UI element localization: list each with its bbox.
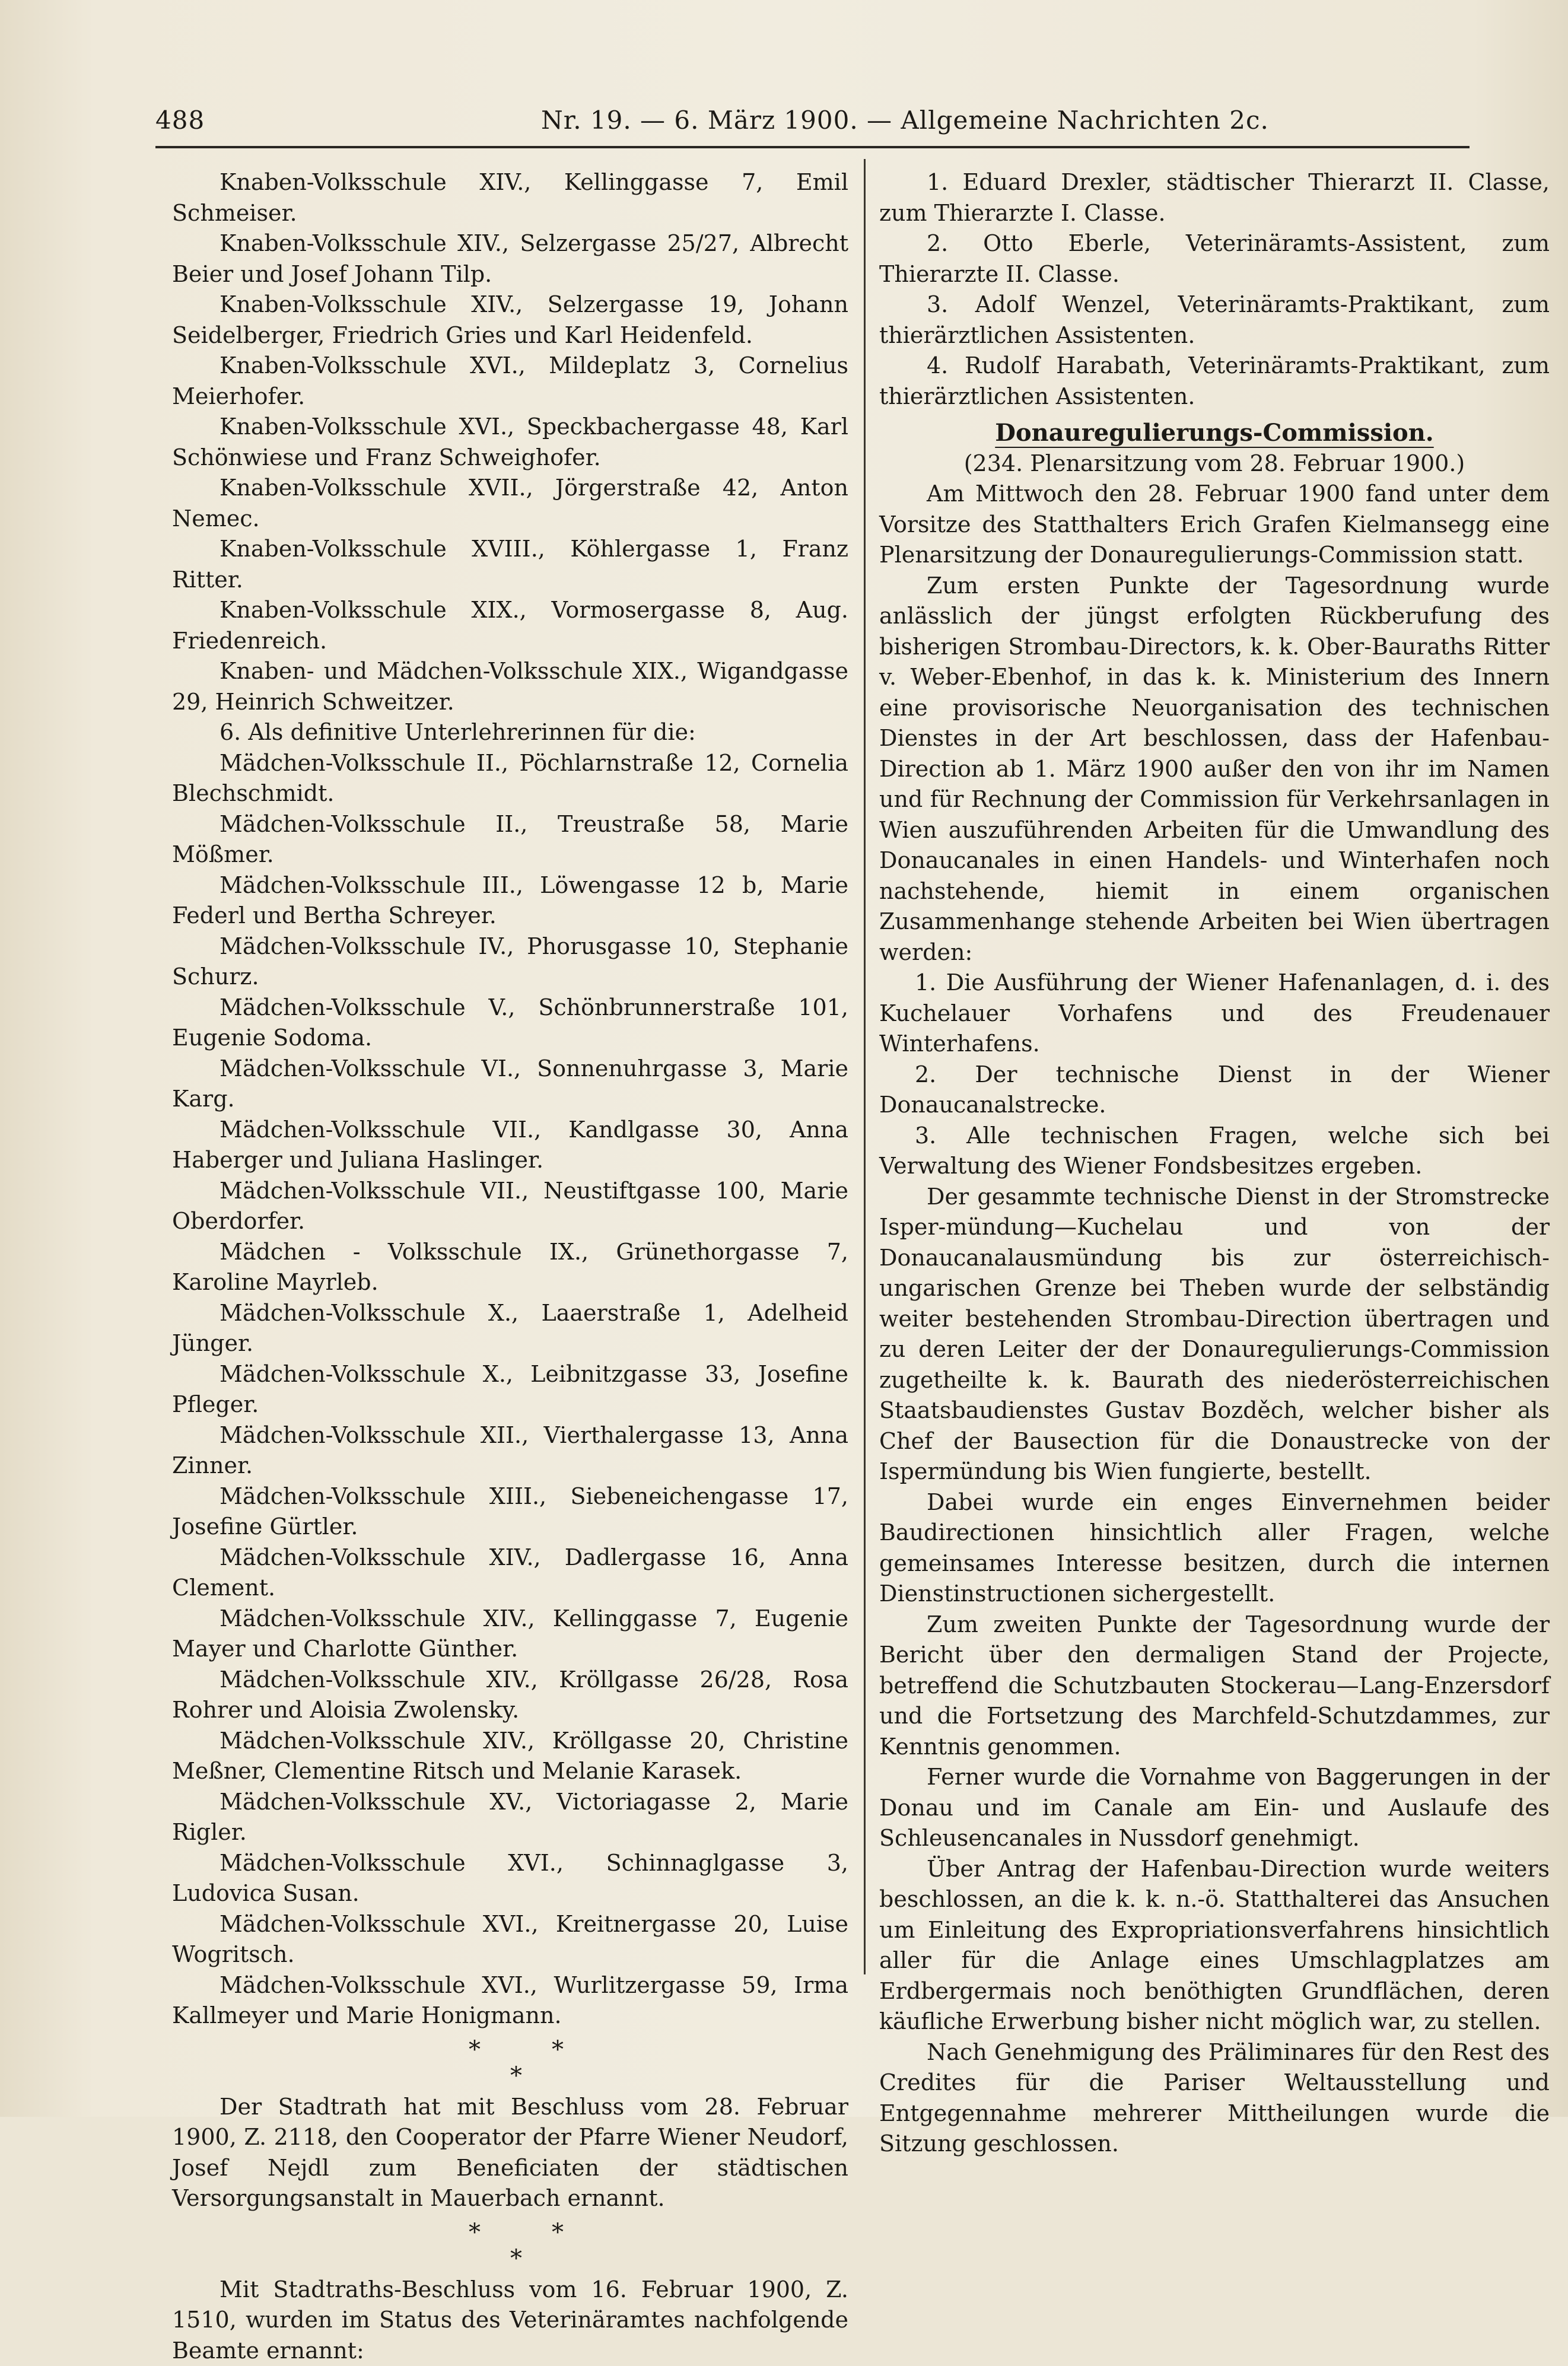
- page-number: 488: [155, 100, 205, 141]
- appointment-item: 2. Otto Eberle, Veterinäramts-Assistent, zum Thierarzte II. Classe.: [879, 228, 1550, 290]
- school-entry: Knaben-Volksschule XVI., Speckbachergasse 48, Karl Schönwiese und Franz Schweighofer.: [172, 412, 848, 473]
- star: *: [552, 2035, 564, 2066]
- body-paragraph: Der gesammte technische Dienst in der Stromstrecke Isper-mündung—Kuchelau und von der Donaucanalausmündung bis zur österreichisch-ungarischen Grenze bei Theben wurde der selbständig weiter bestehenden Strombau-Direction übertragen und zu deren Leiter der der Donauregulierungs-Commission zugetheilte k. k. Baurath des niederösterreichischen Staatsbaudienstes Gustav Bozděch, welcher bisher als Chef der Bausection für die Donaustrecke von der Ispermündung bis Wien fungierte, bestellt.: [879, 1182, 1550, 1487]
- section-heading-unterlehrerinnen: 6. Als definitive Unterlehrerinnen für die:: [172, 717, 848, 748]
- school-entry: Mädchen-Volksschule XIV., Dadlergasse 16, Anna Clement.: [172, 1543, 848, 1604]
- school-entry: Mädchen-Volksschule VII., Neustiftgasse 100, Marie Oberdorfer.: [172, 1176, 848, 1237]
- body-paragraph: Ferner wurde die Vornahme von Baggerungen in der Donau und im Canale am Ein- und Auslaufe des Schleusencanales in Nussdorf genehmigt.: [879, 1762, 1550, 1854]
- school-entry: Mädchen-Volksschule XIV., Kröllgasse 26/28, Rosa Rohrer und Aloisia Zwolensky.: [172, 1665, 848, 1726]
- school-entry: Knaben- und Mädchen-Volksschule XIX., Wigandgasse 29, Heinrich Schweitzer.: [172, 656, 848, 717]
- appointment-item: 1. Eduard Drexler, städtischer Thierarzt II. Classe, zum Thierarzte I. Classe.: [879, 167, 1550, 228]
- section-heading: Donauregulierungs-Commission.: [879, 418, 1550, 449]
- school-entry: Mädchen-Volksschule II., Pöchlarnstraße 12, Cornelia Blechschmidt.: [172, 748, 848, 809]
- right-column: [879, 167, 1550, 2160]
- body-paragraph: Zum ersten Punkte der Tagesordnung wurde anlässlich der jüngst erfolgten Rückberufung des bisherigen Strombau-Directors, k. k. Ober-Bauraths Ritter v. Weber-Ebenhof, in das k. k. Ministerium des Innern eine provisorische Neuorganisation des technischen Dienstes in der Art beschlossen, dass der Hafenbau-Direction ab 1. März 1900 außer den von ihr im Namen und für Rechnung der Commission für Verkehrsanlagen in Wien auszuführenden Arbeiten für die Umwandlung des Donaucanales in einen Handels- und Winterhafen noch nachstehende, hiemit in einem organischen Zusammenhange stehende Arbeiten bei Wien übertragen werden:: [879, 571, 1550, 968]
- header-rule: [155, 146, 1470, 148]
- star: *: [469, 2035, 481, 2066]
- column-divider: [864, 159, 866, 1974]
- school-entry: Mädchen-Volksschule XII., Vierthalergasse 13, Anna Zinner.: [172, 1420, 848, 1481]
- page-header: [155, 100, 1472, 141]
- intro-paragraph: Am Mittwoch den 28. Februar 1900 fand unter dem Vorsitze des Statthalters Erich Grafen Kielmansegg eine Plenarsitzung der Donauregulierungs-Commission statt.: [879, 479, 1550, 571]
- school-entry: Mädchen-Volksschule XVI., Wurlitzergasse 59, Irma Kallmeyer und Marie Honigmann.: [172, 1970, 848, 2031]
- school-entry: Mädchen-Volksschule XVI., Kreitnergasse 20, Luise Wogritsch.: [172, 1909, 848, 1970]
- stadtrath-notice: Der Stadtrath hat mit Beschluss vom 28. Februar 1900, Z. 2118, den Cooperator der Pfarre Wiener Neudorf, Josef Nejdl zum Beneficiaten der städtischen Versorgungsanstalt in Mauerbach ernannt.: [172, 2092, 848, 2214]
- school-entry: Knaben-Volksschule XIV., Selzergasse 25/27, Albrecht Beier und Josef Johann Tilp.: [172, 228, 848, 290]
- school-entry: Mädchen-Volksschule XIII., Siebeneichengasse 17, Josefine Gürtler.: [172, 1481, 848, 1543]
- appointment-item: 3. Adolf Wenzel, Veterinäramts-Praktikant, zum thierärztlichen Assistenten.: [879, 290, 1550, 351]
- star: *: [552, 2218, 564, 2249]
- numbered-item: 3. Alle technischen Fragen, welche sich bei Verwaltung des Wiener Fondsbesitzes ergeben.: [879, 1121, 1550, 1182]
- asterism-divider: [172, 2214, 848, 2275]
- school-entry: Knaben-Volksschule XIV., Selzergasse 19, Johann Seidelberger, Friedrich Gries und Karl Heidenfeld.: [172, 290, 848, 351]
- left-column: [172, 167, 848, 2366]
- school-entry: Mädchen-Volksschule X., Laaerstraße 1, Adelheid Jünger.: [172, 1298, 848, 1359]
- body-paragraph: Dabei wurde ein enges Einvernehmen beider Baudirectionen hinsichtlich aller Fragen, welche gemeinsames Interesse besitzen, durch die internen Dienstinstructionen sichergestellt.: [879, 1487, 1550, 1610]
- school-entry: Mädchen-Volksschule XVI., Schinnaglgasse 3, Ludovica Susan.: [172, 1848, 848, 1909]
- body-paragraph: Über Antrag der Hafenbau-Direction wurde weiters beschlossen, an die k. k. n.-ö. Statthalterei das Ansuchen um Einleitung des Expropriationsverfahrens hinsichtlich aller für die Anlage eines Umschlagplatzes am Erdbergermais noch benöthigten Grundflächen, deren käufliche Erwerbung bisher nicht möglich war, zu stellen.: [879, 1854, 1550, 2037]
- section-subheading: (234. Plenarsitzung vom 28. Februar 1900.): [879, 449, 1550, 479]
- school-entry: Knaben-Volksschule XVII., Jörgerstraße 42, Anton Nemec.: [172, 473, 848, 534]
- school-entry: Knaben-Volksschule XIX., Vormosergasse 8, Aug. Friedenreich.: [172, 595, 848, 656]
- asterism-divider: [172, 2031, 848, 2092]
- veterinaer-notice: Mit Stadtraths-Beschluss vom 16. Februar 1900, Z. 1510, wurden im Status des Veterinäramtes nachfolgende Beamte ernannt:: [172, 2275, 848, 2366]
- numbered-item: 1. Die Ausführung der Wiener Hafenanlagen, d. i. des Kuchelauer Vorhafens und des Freudenauer Winterhafens.: [879, 968, 1550, 1060]
- star: *: [469, 2218, 481, 2249]
- running-title: Nr. 19. — 6. März 1900. — Allgemeine Nachrichten 2c.: [541, 100, 1269, 141]
- school-entry: Mädchen-Volksschule XV., Victoriagasse 2, Marie Rigler.: [172, 1787, 848, 1848]
- school-entry: Knaben-Volksschule XVIII., Köhlergasse 1, Franz Ritter.: [172, 534, 848, 595]
- appointment-item: 4. Rudolf Harabath, Veterinäramts-Praktikant, zum thierärztlichen Assistenten.: [879, 351, 1550, 412]
- school-entry: Mädchen-Volksschule V., Schönbrunnerstraße 101, Eugenie Sodoma.: [172, 993, 848, 1054]
- closing-paragraph: Nach Genehmigung des Präliminares für den Rest des Credites für die Pariser Weltausstellung und Entgegennahme mehrerer Mittheilungen wurde die Sitzung geschlossen.: [879, 2037, 1550, 2160]
- school-entry: Mädchen-Volksschule XIV., Kellinggasse 7, Eugenie Mayer und Charlotte Günther.: [172, 1604, 848, 1665]
- school-entry: Mädchen-Volksschule X., Leibnitzgasse 33, Josefine Pfleger.: [172, 1359, 848, 1420]
- school-entry: Knaben-Volksschule XVI., Mildeplatz 3, Cornelius Meierhofer.: [172, 351, 848, 412]
- star: *: [510, 2244, 522, 2275]
- school-entry: Mädchen-Volksschule VI., Sonnenuhrgasse 3, Marie Karg.: [172, 1054, 848, 1115]
- numbered-item: 2. Der technische Dienst in der Wiener Donaucanalstrecke.: [879, 1060, 1550, 1121]
- school-entry: Mädchen-Volksschule XIV., Kröllgasse 20, Christine Meßner, Clementine Ritsch und Melanie Karasek.: [172, 1726, 848, 1787]
- school-entry: Mädchen - Volksschule IX., Grünethorgasse 7, Karoline Mayrleb.: [172, 1237, 848, 1298]
- school-entry: Mädchen-Volksschule III., Löwengasse 12 b, Marie Federl und Bertha Schreyer.: [172, 870, 848, 931]
- star: *: [510, 2061, 522, 2092]
- school-entry: Mädchen-Volksschule II., Treustraße 58, Marie Mößmer.: [172, 809, 848, 870]
- school-entry: Mädchen-Volksschule IV., Phorusgasse 10, Stephanie Schurz.: [172, 931, 848, 993]
- school-entry: Knaben-Volksschule XIV., Kellinggasse 7, Emil Schmeiser.: [172, 167, 848, 228]
- body-paragraph: Zum zweiten Punkte der Tagesordnung wurde der Bericht über den dermaligen Stand der Projecte, betreffend die Schutzbauten Stockerau—Lang-Enzersdorf und die Fortsetzung des Marchfeld-Schutzdammes, zur Kenntnis genommen.: [879, 1610, 1550, 1763]
- school-entry: Mädchen-Volksschule VII., Kandlgasse 30, Anna Haberger und Juliana Haslinger.: [172, 1115, 848, 1176]
